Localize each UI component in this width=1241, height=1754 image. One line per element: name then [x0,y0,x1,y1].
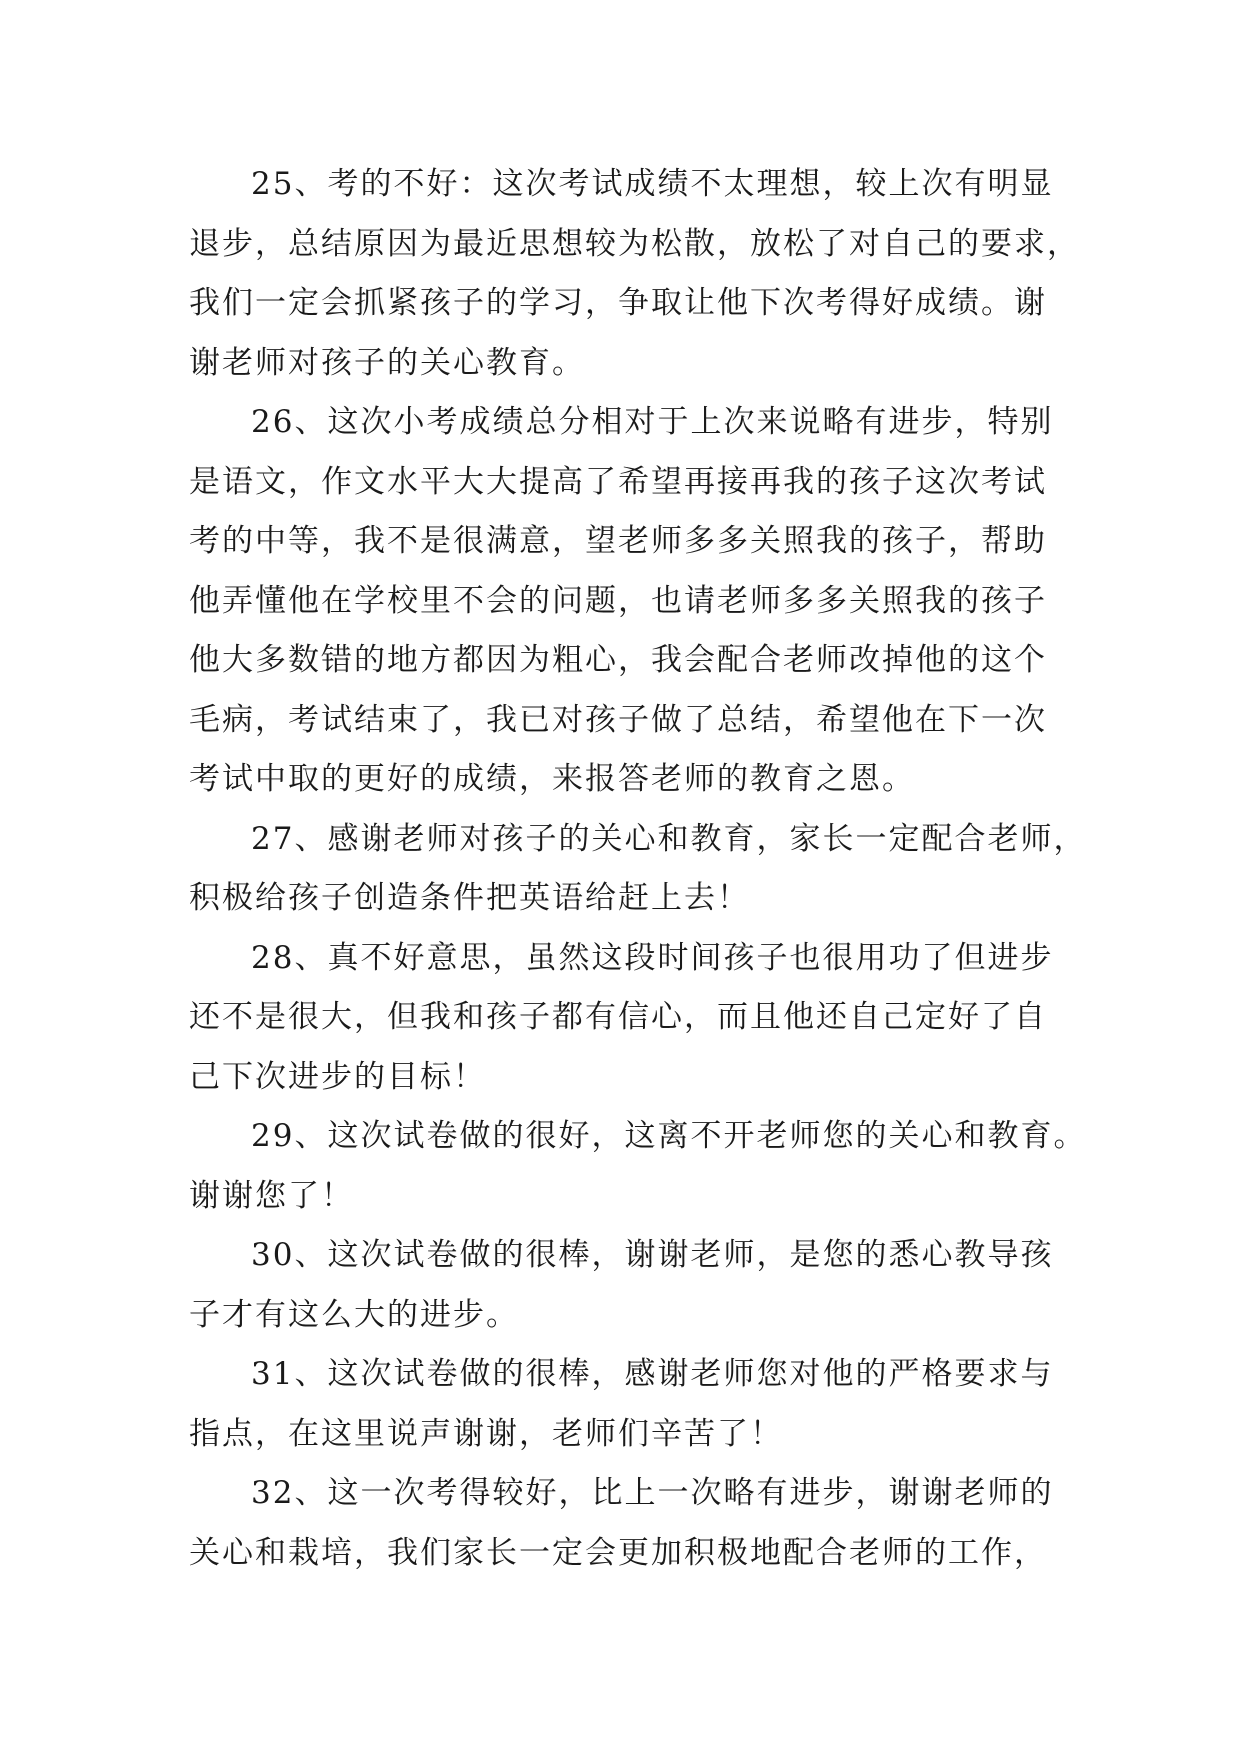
paragraph-line: 谢谢您了！ [189,1177,354,1214]
paragraph-line: 他弄懂他在学校里不会的问题，也请老师多多关照我的孩子 [189,582,1047,619]
paragraph-line: 还不是很大，但我和孩子都有信心，而且他还自己定好了自 [189,999,1047,1035]
paragraph-line: 谢老师对孩子的关心教育。 [189,344,585,381]
paragraph-line: 30、这次试卷做的很棒，谢谢老师，是您的悉心教导孩 [251,1237,1054,1273]
paragraph-line: 关心和栽培，我们家长一定会更加积极地配合老师的工作， [189,1534,1047,1571]
paragraph-line: 29、这次试卷做的很好，这离不开老师您的关心和教育。 [251,1118,1087,1154]
paragraph-line: 我们一定会抓紧孩子的学习，争取让他下次考得好成绩。谢 [189,285,1047,321]
paragraph-line: 退步，总结原因为最近思想较为松散，放松了对自己的要求， [189,225,1080,262]
paragraph-line: 26、这次小考成绩总分相对于上次来说略有进步，特别 [251,404,1054,440]
paragraph-line: 积极给孩子创造条件把英语给赶上去！ [189,880,750,916]
paragraph-line: 27、感谢老师对孩子的关心和教育，家长一定配合老师， [251,820,1087,857]
document-body [189,155,1087,1583]
paragraph-line: 子才有这么大的进步。 [189,1296,519,1333]
paragraph-25 [189,155,1080,393]
paragraph-line: 是语文，作文水平大大提高了希望再接再我的孩子这次考试 [189,463,1047,500]
paragraph-line: 毛病，考试结束了，我已对孩子做了总结，希望他在下一次 [189,701,1047,738]
paragraph-line: 他大多数错的地方都因为粗心，我会配合老师改掉他的这个 [189,642,1047,678]
paragraph-line: 考的中等，我不是很满意，望老师多多关照我的孩子，帮助 [189,523,1047,559]
paragraph-line: 指点，在这里说声谢谢，老师们辛苦了！ [189,1415,783,1452]
paragraph-line: 25、考的不好：这次考试成绩不太理想，较上次有明显 [251,166,1054,202]
paragraph-27 [189,810,1087,929]
paragraph-32 [189,1464,1053,1583]
paragraph-29 [189,1107,1087,1226]
paragraph-line: 32、这一次考得较好，比上一次略有进步，谢谢老师的 [251,1475,1054,1511]
paragraph-26 [189,393,1053,810]
paragraph-line: 己下次进步的目标！ [189,1058,486,1095]
paragraph-line: 28、真不好意思，虽然这段时间孩子也很用功了但进步 [251,939,1054,976]
paragraph-30 [189,1226,1053,1345]
paragraph-28 [189,929,1053,1108]
paragraph-31 [189,1345,1053,1464]
paragraph-line: 31、这次试卷做的很棒，感谢老师您对他的严格要求与 [251,1356,1054,1392]
paragraph-line: 考试中取的更好的成绩，来报答老师的教育之恩。 [189,761,915,797]
